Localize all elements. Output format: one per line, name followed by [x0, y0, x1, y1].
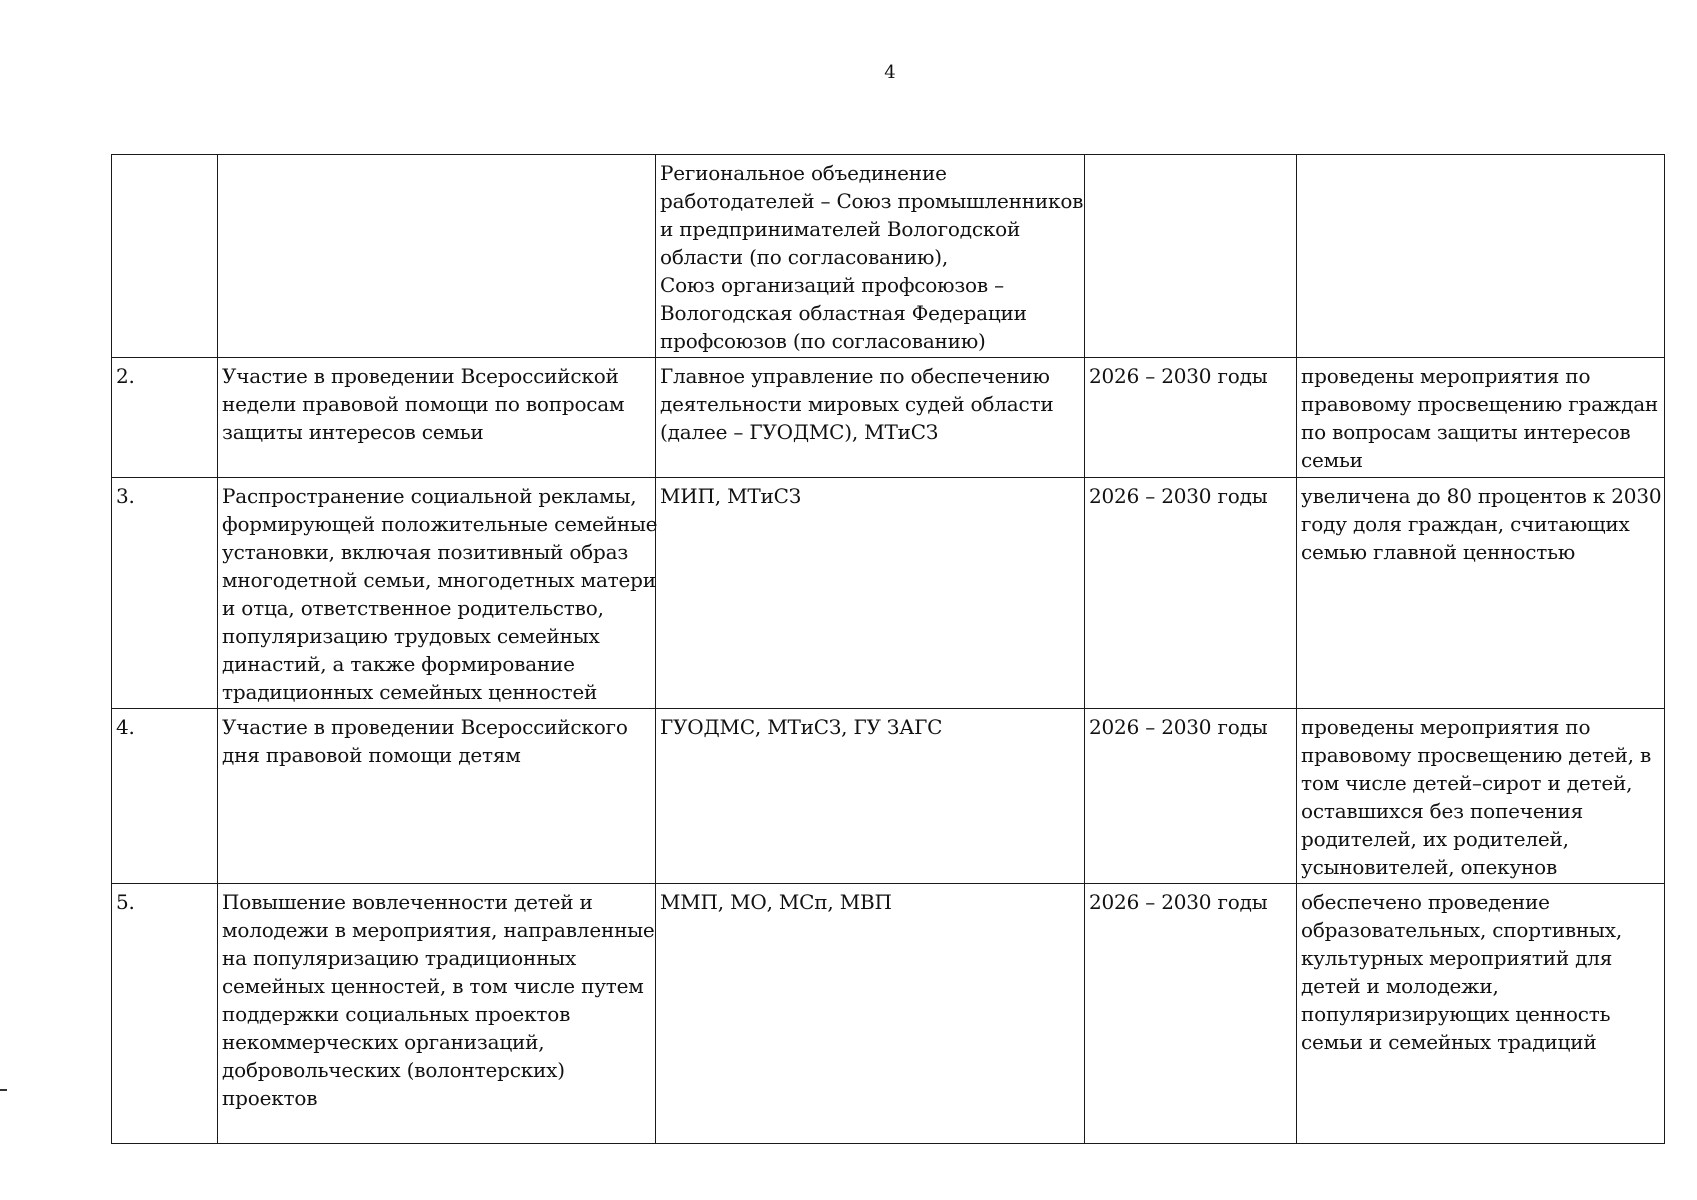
expected-result-line: семьи	[1301, 448, 1363, 472]
responsible-executors-line: Главное управление по обеспечению	[660, 364, 1050, 388]
responsible-executors-line: области (по согласованию),	[660, 245, 949, 269]
implementation-period-cell	[1085, 358, 1297, 478]
row-number: 3.	[116, 484, 135, 508]
measure-description-line: проектов	[222, 1086, 318, 1110]
responsible-executors-cell	[656, 478, 1085, 709]
row-number: 2.	[116, 364, 135, 388]
expected-result-line: году доля граждан, считающих	[1301, 512, 1630, 536]
expected-result-cell	[1297, 155, 1665, 358]
row-number: 4.	[116, 715, 135, 739]
measure-description-cell	[218, 358, 656, 478]
measure-description-line: поддержки социальных проектов	[222, 1002, 571, 1026]
table-row	[112, 884, 1665, 1144]
row-number-cell	[112, 155, 218, 358]
responsible-executors-line: работодателей – Союз промышленников	[660, 189, 1084, 213]
responsible-executors-line: Вологодская областная Федерации	[660, 301, 1027, 325]
responsible-executors-line: ГУОДМС, МТиСЗ, ГУ ЗАГС	[660, 715, 943, 739]
margin-mark	[0, 1089, 7, 1091]
responsible-executors-line: и предпринимателей Вологодской	[660, 217, 1021, 241]
expected-result-line: семьи и семейных традиций	[1301, 1030, 1597, 1054]
expected-result-line: проведены мероприятия по	[1301, 364, 1591, 388]
expected-result-line: культурных мероприятий для	[1301, 946, 1613, 970]
table-row	[112, 358, 1665, 478]
measure-description-line: Распространение социальной рекламы,	[222, 484, 637, 508]
table-row	[112, 478, 1665, 709]
measure-description-line: традиционных семейных ценностей	[222, 680, 598, 704]
expected-result-line: том числе детей–сирот и детей,	[1301, 771, 1633, 795]
row-number: 5.	[116, 890, 135, 914]
responsible-executors-cell	[656, 358, 1085, 478]
expected-result-line: детей и молодежи,	[1301, 974, 1499, 998]
measure-description-line: многодетной семьи, многодетных матери	[222, 568, 656, 592]
measure-description-line: добровольческих (волонтерских)	[222, 1058, 565, 1082]
measure-description-line: защиты интересов семьи	[222, 420, 484, 444]
implementation-period: 2026 – 2030 годы	[1089, 715, 1268, 739]
expected-result-cell	[1297, 478, 1665, 709]
responsible-executors-cell	[656, 155, 1085, 358]
measures-table	[111, 154, 1665, 1144]
row-number-cell	[112, 884, 218, 1144]
measure-description-line: семейных ценностей, в том числе путем	[222, 974, 644, 998]
implementation-period-cell	[1085, 155, 1297, 358]
table-row	[112, 709, 1665, 884]
responsible-executors-line: МИП, МТиСЗ	[660, 484, 801, 508]
expected-result-line: образовательных, спортивных,	[1301, 918, 1622, 942]
implementation-period: 2026 – 2030 годы	[1089, 364, 1268, 388]
expected-result-line: увеличена до 80 процентов к 2030	[1301, 484, 1662, 508]
responsible-executors-line: деятельности мировых судей области	[660, 392, 1054, 416]
measure-description-line: Участие в проведении Всероссийской	[222, 364, 619, 388]
expected-result-line: правовому просвещению граждан	[1301, 392, 1659, 416]
measure-description-cell	[218, 884, 656, 1144]
measure-description-line: Участие в проведении Всероссийского	[222, 715, 628, 739]
responsible-executors-line: профсоюзов (по согласованию)	[660, 329, 986, 353]
page-number: 4	[884, 62, 896, 83]
responsible-executors-line: (далее – ГУОДМС), МТиСЗ	[660, 420, 939, 444]
measure-description-line: на популяризацию традиционных	[222, 946, 577, 970]
implementation-period-cell	[1085, 884, 1297, 1144]
measure-description-line: Повышение вовлеченности детей и	[222, 890, 593, 914]
table-row	[112, 155, 1665, 358]
measure-description-line: дня правовой помощи детям	[222, 743, 521, 767]
expected-result-line: по вопросам защиты интересов	[1301, 420, 1631, 444]
measure-description-line: установки, включая позитивный образ	[222, 540, 629, 564]
measure-description-line: и отца, ответственное родительство,	[222, 596, 604, 620]
responsible-executors-line: ММП, МО, МСп, МВП	[660, 890, 892, 914]
responsible-executors-line: Региональное объединение	[660, 161, 947, 185]
responsible-executors-line: Союз организаций профсоюзов –	[660, 273, 1004, 297]
row-number-cell	[112, 478, 218, 709]
measure-description-cell	[218, 155, 656, 358]
measure-description-line: молодежи в мероприятия, направленные	[222, 918, 655, 942]
responsible-executors-cell	[656, 709, 1085, 884]
expected-result-cell	[1297, 358, 1665, 478]
expected-result-line: проведены мероприятия по	[1301, 715, 1591, 739]
responsible-executors-cell	[656, 884, 1085, 1144]
implementation-period: 2026 – 2030 годы	[1089, 890, 1268, 914]
measure-description-cell	[218, 478, 656, 709]
expected-result-cell	[1297, 709, 1665, 884]
expected-result-line: правовому просвещению детей, в	[1301, 743, 1652, 767]
implementation-period: 2026 – 2030 годы	[1089, 484, 1268, 508]
expected-result-line: оставшихся без попечения	[1301, 799, 1584, 823]
measure-description-line: некоммерческих организаций,	[222, 1030, 545, 1054]
implementation-period-cell	[1085, 478, 1297, 709]
row-number-cell	[112, 358, 218, 478]
expected-result-cell	[1297, 884, 1665, 1144]
expected-result-line: семью главной ценностью	[1301, 540, 1576, 564]
expected-result-line: родителей, их родителей,	[1301, 827, 1569, 851]
measure-description-line: формирующей положительные семейные	[222, 512, 658, 536]
measure-description-line: династий, а также формирование	[222, 652, 575, 676]
measure-description-line: недели правовой помощи по вопросам	[222, 392, 625, 416]
table-body	[112, 155, 1665, 1144]
row-number-cell	[112, 709, 218, 884]
measure-description-cell	[218, 709, 656, 884]
measure-description-line: популяризацию трудовых семейных	[222, 624, 600, 648]
expected-result-line: популяризирующих ценность	[1301, 1002, 1611, 1026]
expected-result-line: усыновителей, опекунов	[1301, 855, 1558, 879]
expected-result-line: обеспечено проведение	[1301, 890, 1550, 914]
implementation-period-cell	[1085, 709, 1297, 884]
